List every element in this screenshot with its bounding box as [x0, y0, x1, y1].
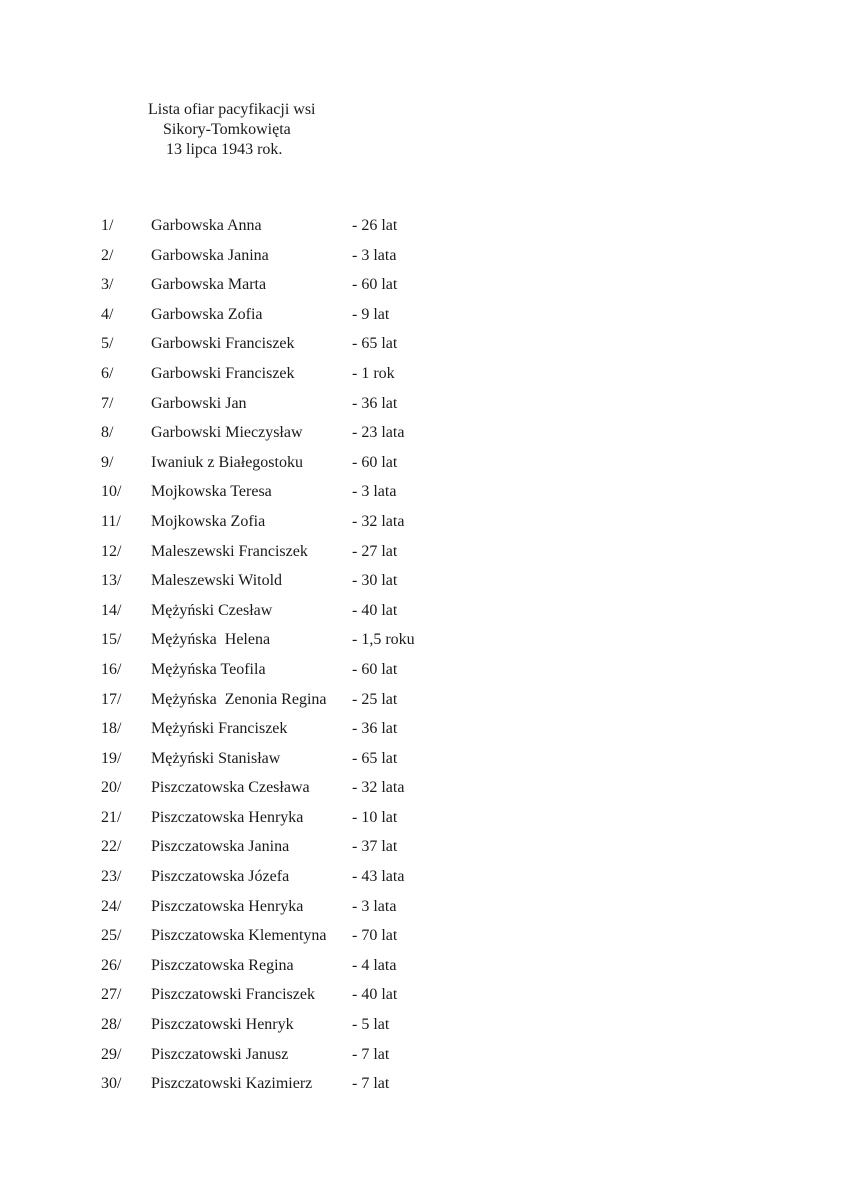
victim-number: 22/: [101, 838, 122, 856]
victim-age: - 3 lata: [352, 483, 397, 501]
victim-row: [0, 894, 846, 924]
victim-age: - 65 lat: [352, 335, 398, 353]
victim-name: Garbowska Anna: [151, 217, 262, 234]
victim-age: - 70 lat: [352, 927, 398, 945]
victim-number: 17/: [101, 690, 122, 708]
victim-number: 20/: [101, 779, 122, 797]
victim-row: [0, 361, 846, 391]
victim-age: - 1,5 roku: [352, 631, 415, 649]
victim-number: 18/: [101, 720, 122, 738]
victim-name: Iwaniuk z Białegostoku: [151, 453, 303, 471]
victim-name: Piszczatowska Regina: [151, 956, 294, 974]
victim-row: [0, 331, 846, 361]
victim-name: Piszczatowska Józefa: [151, 868, 290, 886]
victim-number: 29/: [101, 1045, 122, 1063]
victim-number: 10/: [101, 483, 122, 501]
victim-number: 9/: [101, 453, 114, 471]
victim-name: Garbowska Zofia: [151, 305, 263, 323]
victim-age: - 1 rok: [352, 364, 395, 382]
victim-name: Piszczatowska Henryka: [151, 808, 304, 826]
victim-number: 27/: [101, 986, 122, 1004]
victim-age: - 60 lat: [352, 453, 398, 471]
victim-age: - 60 lat: [352, 660, 398, 678]
victim-name: Garbowski Franciszek: [151, 335, 295, 353]
victim-age: - 7 lat: [352, 1045, 390, 1063]
victim-row: [0, 509, 846, 539]
victim-row: [0, 391, 846, 421]
victim-name: Piszczatowski Janusz: [151, 1045, 289, 1063]
victim-name: Garbowski Jan: [151, 394, 247, 412]
victim-number: 13/: [101, 572, 122, 590]
victim-row: [0, 598, 846, 628]
victim-name: Mężyński Stanisław: [151, 749, 281, 767]
victim-number: 6/: [101, 364, 114, 382]
victim-row: [0, 272, 846, 302]
victim-row: [0, 864, 846, 894]
victim-age: - 25 lat: [352, 690, 398, 708]
victim-age: - 36 lat: [352, 394, 398, 412]
victim-name: Mężyńska Zenonia Regina: [151, 690, 327, 708]
victim-name: Piszczatowska Klementyna: [151, 927, 327, 945]
victim-name: Piszczatowska Czesława: [151, 779, 310, 797]
victim-age: - 30 lat: [352, 572, 398, 590]
title-date: 13 lipca 1943 rok.: [166, 141, 283, 158]
victim-number: 15/: [101, 631, 122, 649]
victim-number: 19/: [101, 749, 122, 767]
victim-row: [0, 539, 846, 569]
victim-age: - 10 lat: [352, 808, 398, 826]
victim-row: [0, 805, 846, 835]
victim-age: - 26 lat: [352, 217, 398, 234]
victim-name: Piszczatowski Henryk: [151, 1016, 294, 1034]
victim-number: 2/: [101, 246, 114, 264]
victim-row: [0, 834, 846, 864]
victim-age: - 4 lata: [352, 956, 397, 974]
victim-age: - 60 lat: [352, 276, 398, 294]
victim-row: [0, 923, 846, 953]
victim-list: [0, 213, 846, 1101]
victim-age: - 40 lat: [352, 601, 398, 619]
victim-number: 3/: [101, 276, 114, 294]
document-title: [100, 100, 400, 160]
victim-age: - 65 lat: [352, 749, 398, 767]
victim-age: - 40 lat: [352, 986, 398, 1004]
victim-row: [0, 1071, 846, 1101]
victim-number: 1/: [101, 217, 114, 234]
victim-age: - 43 lata: [352, 868, 405, 886]
title-location: Sikory-Tomkowięta: [163, 121, 291, 138]
victim-number: 26/: [101, 956, 122, 974]
victim-name: Maleszewski Witold: [151, 572, 283, 590]
victim-age: - 36 lat: [352, 720, 398, 738]
victim-name: Maleszewski Franciszek: [151, 542, 308, 560]
victim-row: [0, 213, 846, 243]
victim-name: Mojkowska Zofia: [151, 512, 266, 530]
victim-age: - 32 lata: [352, 779, 405, 797]
victim-number: 12/: [101, 542, 122, 560]
victim-number: 21/: [101, 808, 122, 826]
victim-number: 28/: [101, 1016, 122, 1034]
victim-name: Mężyński Franciszek: [151, 720, 288, 738]
victim-row: [0, 1012, 846, 1042]
victim-row: [0, 243, 846, 273]
victim-row: [0, 450, 846, 480]
victim-name: Piszczatowska Henryka: [151, 897, 304, 915]
victim-number: 30/: [101, 1075, 122, 1093]
victim-row: [0, 953, 846, 983]
victim-number: 4/: [101, 305, 114, 323]
victim-name: Garbowska Janina: [151, 246, 269, 264]
victim-number: 11/: [101, 512, 121, 530]
victim-name: Piszczatowska Janina: [151, 838, 290, 856]
victim-row: [0, 687, 846, 717]
victim-name: Mężyński Czesław: [151, 601, 273, 619]
victim-name: Mojkowska Teresa: [151, 483, 272, 501]
victim-age: - 7 lat: [352, 1075, 390, 1093]
victim-number: 16/: [101, 660, 122, 678]
victim-age: - 23 lata: [352, 424, 405, 442]
victim-number: 14/: [101, 601, 122, 619]
victim-row: [0, 1042, 846, 1072]
victim-name: Piszczatowski Franciszek: [151, 986, 315, 1004]
victim-number: 8/: [101, 424, 114, 442]
victim-number: 23/: [101, 868, 122, 886]
victim-age: - 5 lat: [352, 1016, 390, 1034]
victim-row: [0, 746, 846, 776]
victim-name: Mężyńska Teofila: [151, 660, 266, 678]
victim-age: - 3 lata: [352, 246, 397, 264]
victim-name: Garbowski Mieczysław: [151, 424, 303, 442]
victim-name: Garbowski Franciszek: [151, 364, 295, 382]
title-line: Lista ofiar pacyfikacji wsi: [148, 101, 316, 118]
victim-row: [0, 657, 846, 687]
victim-number: 5/: [101, 335, 114, 353]
victim-row: [0, 568, 846, 598]
victim-name: Piszczatowski Kazimierz: [151, 1075, 313, 1093]
victim-row: [0, 627, 846, 657]
victim-number: 25/: [101, 927, 122, 945]
victim-age: - 32 lata: [352, 512, 405, 530]
victim-number: 7/: [101, 394, 114, 412]
victim-row: [0, 479, 846, 509]
victim-age: - 37 lat: [352, 838, 398, 856]
victim-row: [0, 420, 846, 450]
victim-number: 24/: [101, 897, 122, 915]
victim-name: Mężyńska Helena: [151, 631, 271, 649]
victim-age: - 27 lat: [352, 542, 398, 560]
victim-row: [0, 302, 846, 332]
victim-row: [0, 775, 846, 805]
victim-row: [0, 716, 846, 746]
victim-name: Garbowska Marta: [151, 276, 267, 294]
victim-age: - 9 lat: [352, 305, 390, 323]
victim-age: - 3 lata: [352, 897, 397, 915]
victim-row: [0, 982, 846, 1012]
